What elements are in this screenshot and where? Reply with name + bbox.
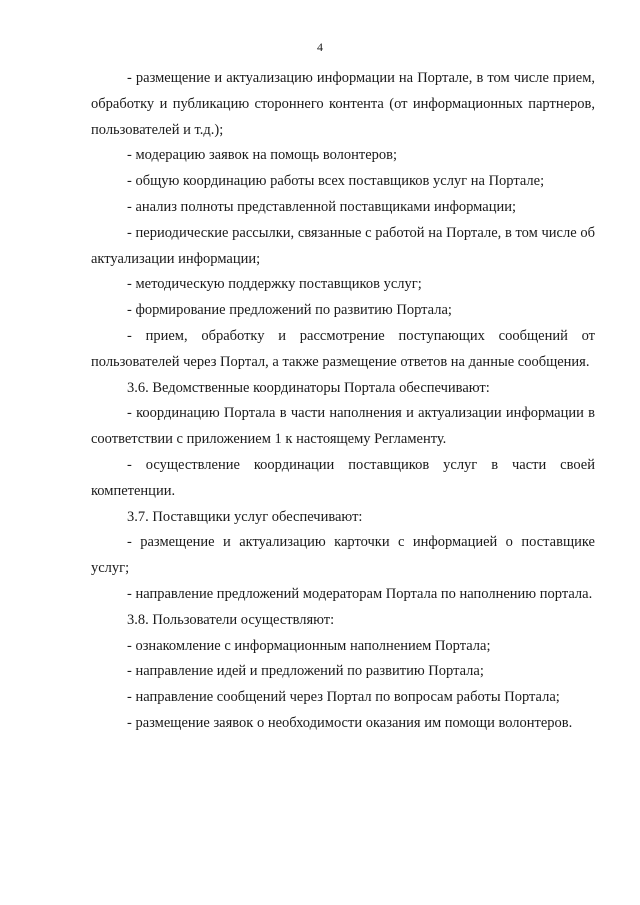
paragraph-portal-messages: - направление сообщений через Портал по вопросам работы Портала; (127, 689, 560, 706)
paragraph-provider-coordination: - осуществление координации поставщиков услуг в части своей компетенции. (91, 456, 595, 499)
paragraph-ideas-submission: - направление идей и предложений по развитию Портала; (127, 663, 484, 680)
document-body (91, 66, 595, 737)
paragraph-proposals-to-moderators: - направление предложений модераторам Портала по наполнению портала. (127, 585, 593, 602)
paragraph-periodic-mailings: - периодические рассылки, связанные с работой на Портале, в том числе об актуализации информации; (91, 224, 595, 267)
paragraph-volunteer-requests: - размещение заявок о необходимости оказания им помощи волонтеров. (127, 714, 573, 731)
section-heading-3-8: 3.8. Пользователи осуществляют: (127, 611, 335, 628)
paragraph-departmental-coordination: - координацию Портала в части наполнения и актуализации информации в соответствии с приложением 1 к настоящему Регламенту. (91, 405, 595, 448)
paragraph-general-coordination: - общую координацию работы всех поставщиков услуг на Портале; (127, 173, 545, 190)
page-number: 4 (317, 40, 323, 54)
paragraph-development-proposals: - формирование предложений по развитию Портала; (127, 302, 452, 319)
paragraph-provider-card: - размещение и актуализацию карточки с информацией о поставщике услуг; (91, 534, 595, 577)
paragraph-completeness-analysis: - анализ полноты представленной поставщиками информации; (127, 198, 517, 215)
section-heading-3-6: 3.6. Ведомственные координаторы Портала обеспечивают: (127, 379, 490, 396)
paragraph-methodical-support: - методическую поддержку поставщиков услуг; (127, 276, 422, 293)
paragraph-volunteer-moderation: - модерацию заявок на помощь волонтеров; (127, 147, 398, 164)
paragraph-content-publishing: - размещение и актуализацию информации на Портале, в том числе прием, обработку и публикацию стороннего контента (от информационных партнеров, пользователей и т.д.); (91, 70, 595, 138)
paragraph-user-messages: - прием, обработку и рассмотрение поступающих сообщений от пользователей через Портал, а также размещение ответов на данные сообщения. (91, 327, 595, 370)
paragraph-content-familiarization: - ознакомление с информационным наполнением Портала; (127, 637, 491, 654)
section-heading-3-7: 3.7. Поставщики услуг обеспечивают: (127, 508, 363, 525)
